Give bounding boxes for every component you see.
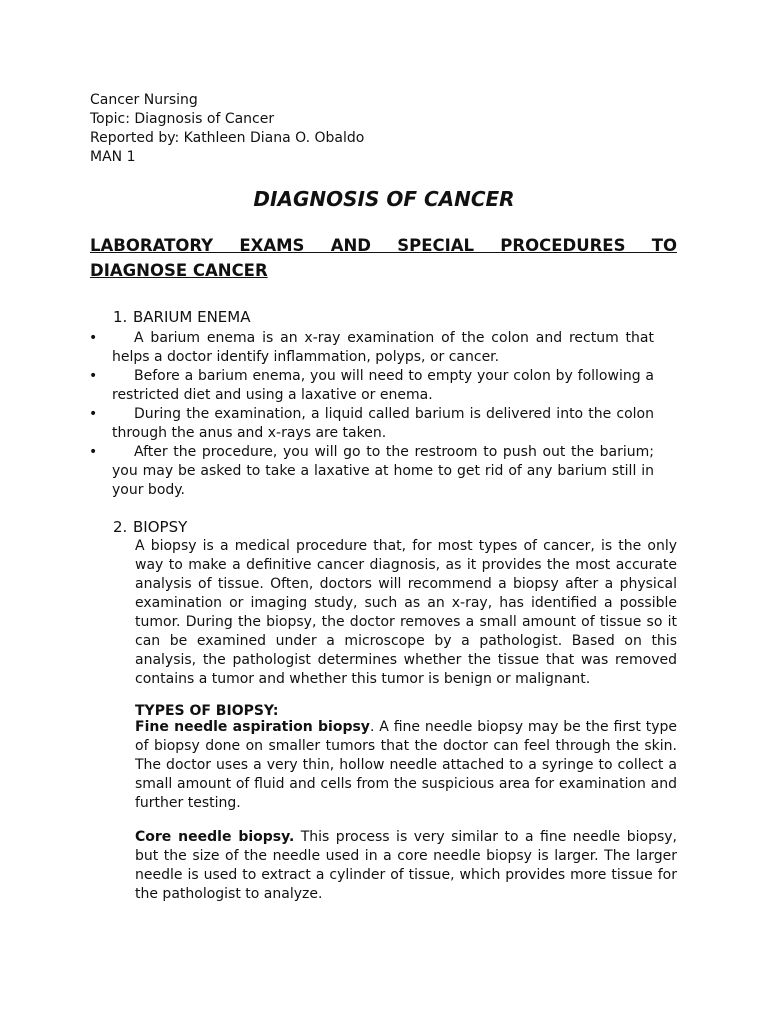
section-heading-line-2: DIAGNOSE CANCER — [90, 261, 268, 280]
document-header — [90, 91, 364, 167]
list-item — [90, 443, 654, 500]
document-title: DIAGNOSIS OF CANCER — [253, 187, 515, 211]
bullet-icon: • — [89, 444, 98, 460]
list-item — [90, 329, 654, 367]
biopsy-paragraph: A biopsy is a medical procedure that, for most types of cancer, is the only way to make a definitive cancer diagnosis, as it provides the most accurate analysis of tissue. Often, doctors will recommend a biopsy after a physical examination or imaging study, such as an x-ray, has identified a possible tumor. During the biopsy, the doctor removes a small amount of tissue so it can be examined under a microscope by a pathologist. Based on this analysis, the pathologist determines whether the tissue that was removed contains a tumor and whether this tumor is benign or malignant. — [135, 538, 677, 687]
fine-needle-paragraph — [135, 718, 677, 813]
bullet-icon: • — [89, 330, 98, 346]
topic-line: Topic: Diagnosis of Cancer — [90, 111, 275, 127]
bullet-icon: • — [89, 406, 98, 422]
biopsy-number: 2. — [113, 518, 128, 536]
section-heading — [90, 233, 677, 283]
bullet-text: A barium enema is an x-ray examination of the colon and rectum that helps a doctor identify inflammation, polyps, or cancer. — [112, 330, 654, 365]
barium-enema-heading — [113, 307, 250, 327]
section-heading-line-1: LABORATORY EXAMS AND SPECIAL PROCEDURES TO — [90, 236, 677, 255]
section-line: MAN 1 — [90, 149, 136, 165]
core-needle-text: This process is very similar to a fine needle biopsy, but the size of the needle used in a core needle biopsy is larger. The larger needle is used to extract a cylinder of tissue, which provides more tissue for the pathologist to analyze. — [135, 829, 677, 902]
list-item — [90, 405, 654, 443]
course-name: Cancer Nursing — [90, 92, 198, 108]
barium-enema-title: BARIUM ENEMA — [133, 308, 251, 326]
biopsy-title: BIOPSY — [133, 518, 188, 536]
reporter-line: Reported by: Kathleen Diana O. Obaldo — [90, 130, 365, 146]
core-needle-term: Core needle biopsy. — [135, 829, 295, 845]
bullet-icon: • — [89, 368, 98, 384]
biopsy-heading — [113, 517, 187, 537]
bullet-text: During the examination, a liquid called barium is delivered into the colon through the anus and x-rays are taken. — [112, 406, 654, 441]
barium-enema-bullets — [90, 329, 654, 500]
core-needle-paragraph — [135, 828, 677, 904]
bullet-text: After the procedure, you will go to the restroom to push out the barium; you may be asked to take a laxative at home to get rid of any barium still in your body. — [112, 444, 654, 498]
fine-needle-text: . A fine needle biopsy may be the first type of biopsy done on smaller tumors that the doctor can feel through the skin. The doctor uses a very thin, hollow needle attached to a syringe to collect a small amount of fluid and cells from the suspicious area for examination and further testing. — [135, 719, 678, 811]
bullet-text: Before a barium enema, you will need to empty your colon by following a restricted diet and using a laxative or enema. — [112, 368, 654, 403]
list-item — [90, 367, 654, 405]
fine-needle-term: Fine needle aspiration biopsy — [135, 719, 370, 735]
types-of-biopsy-heading: TYPES OF BIOPSY: — [135, 703, 279, 719]
barium-enema-number: 1. — [113, 308, 128, 326]
